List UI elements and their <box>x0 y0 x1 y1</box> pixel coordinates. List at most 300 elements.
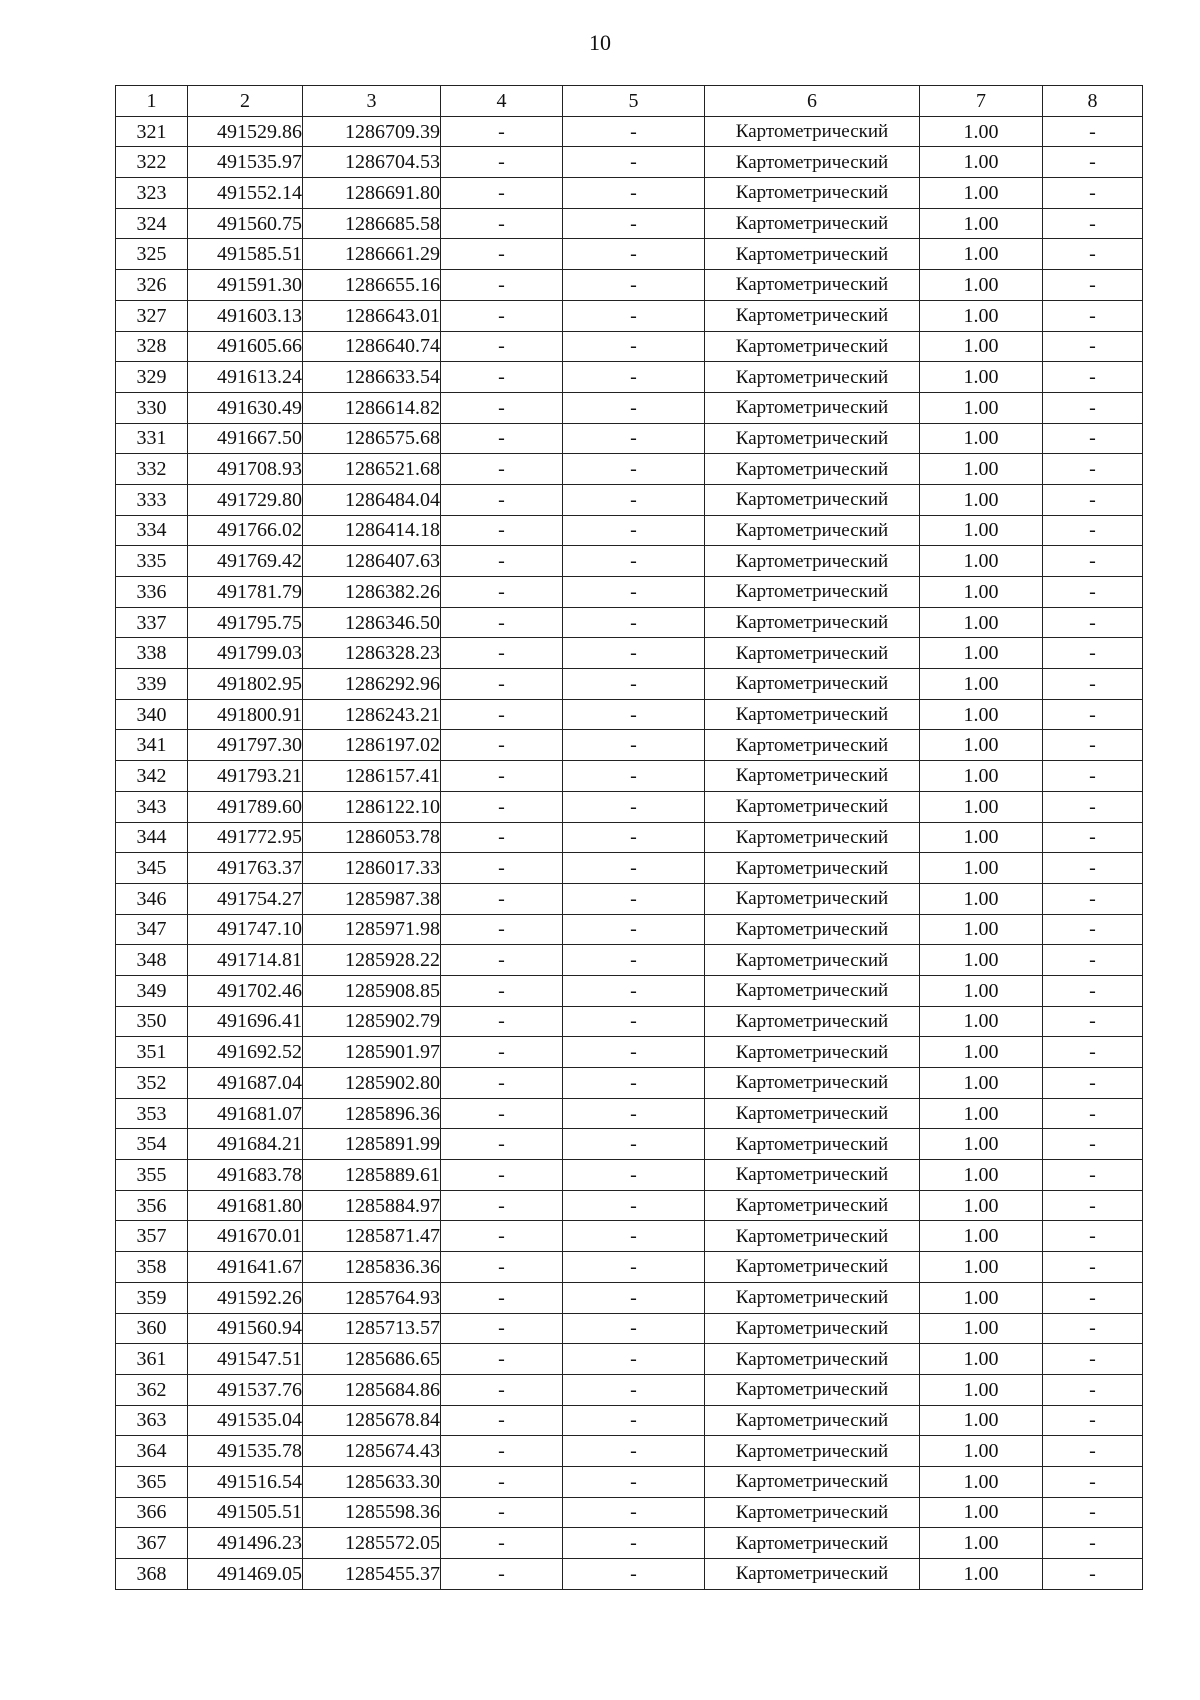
column-4-cell: - <box>441 1436 563 1467</box>
column-8-cell: - <box>1043 1436 1143 1467</box>
column-5-cell: - <box>563 914 705 945</box>
accuracy-cell: 1.00 <box>920 116 1043 147</box>
column-4-cell: - <box>441 178 563 209</box>
column-4-cell: - <box>441 423 563 454</box>
y-coordinate-cell: 1286484.04 <box>303 484 441 515</box>
method-cell: Картометрический <box>705 577 920 608</box>
y-coordinate-cell: 1286685.58 <box>303 208 441 239</box>
accuracy-cell: 1.00 <box>920 1006 1043 1037</box>
accuracy-cell: 1.00 <box>920 1282 1043 1313</box>
y-coordinate-cell: 1285674.43 <box>303 1436 441 1467</box>
method-cell: Картометрический <box>705 975 920 1006</box>
column-5-cell: - <box>563 1221 705 1252</box>
column-4-cell: - <box>441 607 563 638</box>
column-4-cell: - <box>441 1497 563 1528</box>
x-coordinate-cell: 491591.30 <box>188 270 303 301</box>
accuracy-cell: 1.00 <box>920 270 1043 301</box>
point-number-cell: 337 <box>116 607 188 638</box>
method-cell: Картометрический <box>705 1436 920 1467</box>
accuracy-cell: 1.00 <box>920 362 1043 393</box>
column-8-cell: - <box>1043 1528 1143 1559</box>
point-number-cell: 351 <box>116 1037 188 1068</box>
column-8-cell: - <box>1043 1313 1143 1344</box>
table-row <box>116 1528 1143 1559</box>
method-cell: Картометрический <box>705 1374 920 1405</box>
column-8-cell: - <box>1043 484 1143 515</box>
column-5-cell: - <box>563 1344 705 1375</box>
y-coordinate-cell: 1286640.74 <box>303 331 441 362</box>
table-row <box>116 699 1143 730</box>
y-coordinate-cell: 1286292.96 <box>303 669 441 700</box>
x-coordinate-cell: 491605.66 <box>188 331 303 362</box>
column-5-cell: - <box>563 1436 705 1467</box>
accuracy-cell: 1.00 <box>920 669 1043 700</box>
column-4-cell: - <box>441 1344 563 1375</box>
column-4-cell: - <box>441 730 563 761</box>
column-4-cell: - <box>441 975 563 1006</box>
column-8-cell: - <box>1043 1129 1143 1160</box>
column-4-cell: - <box>441 945 563 976</box>
point-number-cell: 322 <box>116 147 188 178</box>
point-number-cell: 334 <box>116 515 188 546</box>
table-row <box>116 1221 1143 1252</box>
column-8-cell: - <box>1043 515 1143 546</box>
point-number-cell: 324 <box>116 208 188 239</box>
column-4-cell: - <box>441 208 563 239</box>
x-coordinate-cell: 491529.86 <box>188 116 303 147</box>
table-row <box>116 300 1143 331</box>
y-coordinate-cell: 1285987.38 <box>303 883 441 914</box>
column-4-cell: - <box>441 638 563 669</box>
y-coordinate-cell: 1285902.79 <box>303 1006 441 1037</box>
table-row <box>116 1436 1143 1467</box>
table-row <box>116 454 1143 485</box>
x-coordinate-cell: 491766.02 <box>188 515 303 546</box>
accuracy-cell: 1.00 <box>920 1528 1043 1559</box>
column-5-cell: - <box>563 975 705 1006</box>
column-4-cell: - <box>441 270 563 301</box>
column-4-cell: - <box>441 331 563 362</box>
column-5-cell: - <box>563 761 705 792</box>
point-number-cell: 360 <box>116 1313 188 1344</box>
method-cell: Картометрический <box>705 484 920 515</box>
column-8-cell: - <box>1043 761 1143 792</box>
method-cell: Картометрический <box>705 300 920 331</box>
y-coordinate-cell: 1285713.57 <box>303 1313 441 1344</box>
column-4-cell: - <box>441 515 563 546</box>
table-row <box>116 883 1143 914</box>
column-5-cell: - <box>563 822 705 853</box>
column-4-cell: - <box>441 791 563 822</box>
x-coordinate-cell: 491769.42 <box>188 546 303 577</box>
table-row <box>116 392 1143 423</box>
accuracy-cell: 1.00 <box>920 638 1043 669</box>
y-coordinate-cell: 1285678.84 <box>303 1405 441 1436</box>
column-4-cell: - <box>441 1252 563 1283</box>
column-4-cell: - <box>441 1374 563 1405</box>
y-coordinate-cell: 1286704.53 <box>303 147 441 178</box>
accuracy-cell: 1.00 <box>920 147 1043 178</box>
table-row <box>116 1037 1143 1068</box>
method-cell: Картометрический <box>705 1190 920 1221</box>
x-coordinate-cell: 491789.60 <box>188 791 303 822</box>
method-cell: Картометрический <box>705 1037 920 1068</box>
column-8-cell: - <box>1043 208 1143 239</box>
point-number-cell: 325 <box>116 239 188 270</box>
accuracy-cell: 1.00 <box>920 1559 1043 1590</box>
y-coordinate-cell: 1286328.23 <box>303 638 441 669</box>
x-coordinate-cell: 491702.46 <box>188 975 303 1006</box>
x-coordinate-cell: 491800.91 <box>188 699 303 730</box>
column-5-cell: - <box>563 699 705 730</box>
header-cell: 7 <box>920 86 1043 117</box>
x-coordinate-cell: 491763.37 <box>188 853 303 884</box>
column-4-cell: - <box>441 1466 563 1497</box>
y-coordinate-cell: 1286157.41 <box>303 761 441 792</box>
column-5-cell: - <box>563 116 705 147</box>
accuracy-cell: 1.00 <box>920 914 1043 945</box>
x-coordinate-cell: 491547.51 <box>188 1344 303 1375</box>
point-number-cell: 361 <box>116 1344 188 1375</box>
x-coordinate-cell: 491592.26 <box>188 1282 303 1313</box>
column-4-cell: - <box>441 116 563 147</box>
column-4-cell: - <box>441 914 563 945</box>
column-5-cell: - <box>563 638 705 669</box>
point-number-cell: 367 <box>116 1528 188 1559</box>
column-5-cell: - <box>563 1037 705 1068</box>
method-cell: Картометрический <box>705 270 920 301</box>
point-number-cell: 368 <box>116 1559 188 1590</box>
column-8-cell: - <box>1043 669 1143 700</box>
column-5-cell: - <box>563 147 705 178</box>
x-coordinate-cell: 491692.52 <box>188 1037 303 1068</box>
x-coordinate-cell: 491799.03 <box>188 638 303 669</box>
column-8-cell: - <box>1043 239 1143 270</box>
accuracy-cell: 1.00 <box>920 975 1043 1006</box>
x-coordinate-cell: 491603.13 <box>188 300 303 331</box>
y-coordinate-cell: 1286655.16 <box>303 270 441 301</box>
table-row <box>116 331 1143 362</box>
header-cell: 2 <box>188 86 303 117</box>
x-coordinate-cell: 491469.05 <box>188 1559 303 1590</box>
method-cell: Картометрический <box>705 1221 920 1252</box>
table-row <box>116 761 1143 792</box>
y-coordinate-cell: 1286243.21 <box>303 699 441 730</box>
column-5-cell: - <box>563 423 705 454</box>
y-coordinate-cell: 1286017.33 <box>303 853 441 884</box>
column-8-cell: - <box>1043 1282 1143 1313</box>
y-coordinate-cell: 1285572.05 <box>303 1528 441 1559</box>
point-number-cell: 347 <box>116 914 188 945</box>
accuracy-cell: 1.00 <box>920 454 1043 485</box>
y-coordinate-cell: 1286709.39 <box>303 116 441 147</box>
column-8-cell: - <box>1043 116 1143 147</box>
column-8-cell: - <box>1043 730 1143 761</box>
table-row <box>116 147 1143 178</box>
x-coordinate-cell: 491552.14 <box>188 178 303 209</box>
column-8-cell: - <box>1043 822 1143 853</box>
header-cell: 4 <box>441 86 563 117</box>
point-number-cell: 342 <box>116 761 188 792</box>
column-5-cell: - <box>563 1497 705 1528</box>
column-5-cell: - <box>563 1405 705 1436</box>
point-number-cell: 359 <box>116 1282 188 1313</box>
method-cell: Картометрический <box>705 883 920 914</box>
accuracy-cell: 1.00 <box>920 1068 1043 1099</box>
column-5-cell: - <box>563 362 705 393</box>
column-8-cell: - <box>1043 546 1143 577</box>
method-cell: Картометрический <box>705 362 920 393</box>
table-row <box>116 730 1143 761</box>
accuracy-cell: 1.00 <box>920 1497 1043 1528</box>
column-8-cell: - <box>1043 1068 1143 1099</box>
x-coordinate-cell: 491754.27 <box>188 883 303 914</box>
column-8-cell: - <box>1043 147 1143 178</box>
table-row <box>116 546 1143 577</box>
accuracy-cell: 1.00 <box>920 791 1043 822</box>
point-number-cell: 333 <box>116 484 188 515</box>
table-row <box>116 515 1143 546</box>
column-4-cell: - <box>441 1221 563 1252</box>
column-4-cell: - <box>441 1559 563 1590</box>
point-number-cell: 363 <box>116 1405 188 1436</box>
table-row <box>116 975 1143 1006</box>
point-number-cell: 341 <box>116 730 188 761</box>
y-coordinate-cell: 1286643.01 <box>303 300 441 331</box>
method-cell: Картометрический <box>705 1252 920 1283</box>
column-4-cell: - <box>441 761 563 792</box>
point-number-cell: 345 <box>116 853 188 884</box>
method-cell: Картометрический <box>705 1098 920 1129</box>
x-coordinate-cell: 491535.97 <box>188 147 303 178</box>
column-8-cell: - <box>1043 1405 1143 1436</box>
column-5-cell: - <box>563 392 705 423</box>
point-number-cell: 353 <box>116 1098 188 1129</box>
table-body <box>116 116 1143 1589</box>
column-8-cell: - <box>1043 883 1143 914</box>
x-coordinate-cell: 491560.94 <box>188 1313 303 1344</box>
column-4-cell: - <box>441 1098 563 1129</box>
y-coordinate-cell: 1285764.93 <box>303 1282 441 1313</box>
column-4-cell: - <box>441 1129 563 1160</box>
column-8-cell: - <box>1043 607 1143 638</box>
table-row <box>116 1006 1143 1037</box>
table-row <box>116 239 1143 270</box>
column-4-cell: - <box>441 484 563 515</box>
column-4-cell: - <box>441 699 563 730</box>
method-cell: Картометрический <box>705 1497 920 1528</box>
column-5-cell: - <box>563 791 705 822</box>
method-cell: Картометрический <box>705 454 920 485</box>
point-number-cell: 354 <box>116 1129 188 1160</box>
column-8-cell: - <box>1043 423 1143 454</box>
y-coordinate-cell: 1285684.86 <box>303 1374 441 1405</box>
column-4-cell: - <box>441 853 563 884</box>
y-coordinate-cell: 1285908.85 <box>303 975 441 1006</box>
column-8-cell: - <box>1043 945 1143 976</box>
accuracy-cell: 1.00 <box>920 577 1043 608</box>
method-cell: Картометрический <box>705 669 920 700</box>
coordinates-table <box>115 85 1143 1590</box>
column-5-cell: - <box>563 178 705 209</box>
x-coordinate-cell: 491696.41 <box>188 1006 303 1037</box>
y-coordinate-cell: 1285891.99 <box>303 1129 441 1160</box>
column-8-cell: - <box>1043 699 1143 730</box>
point-number-cell: 340 <box>116 699 188 730</box>
table-row <box>116 1282 1143 1313</box>
column-5-cell: - <box>563 1559 705 1590</box>
method-cell: Картометрический <box>705 1068 920 1099</box>
accuracy-cell: 1.00 <box>920 1466 1043 1497</box>
y-coordinate-cell: 1286691.80 <box>303 178 441 209</box>
y-coordinate-cell: 1285928.22 <box>303 945 441 976</box>
table-row <box>116 669 1143 700</box>
accuracy-cell: 1.00 <box>920 546 1043 577</box>
method-cell: Картометрический <box>705 546 920 577</box>
column-4-cell: - <box>441 362 563 393</box>
accuracy-cell: 1.00 <box>920 945 1043 976</box>
point-number-cell: 362 <box>116 1374 188 1405</box>
column-4-cell: - <box>441 1068 563 1099</box>
method-cell: Картометрический <box>705 1129 920 1160</box>
method-cell: Картометрический <box>705 1344 920 1375</box>
column-5-cell: - <box>563 853 705 884</box>
column-8-cell: - <box>1043 392 1143 423</box>
y-coordinate-cell: 1285455.37 <box>303 1559 441 1590</box>
x-coordinate-cell: 491630.49 <box>188 392 303 423</box>
point-number-cell: 358 <box>116 1252 188 1283</box>
point-number-cell: 327 <box>116 300 188 331</box>
column-5-cell: - <box>563 300 705 331</box>
point-number-cell: 323 <box>116 178 188 209</box>
y-coordinate-cell: 1286414.18 <box>303 515 441 546</box>
column-5-cell: - <box>563 1129 705 1160</box>
column-5-cell: - <box>563 454 705 485</box>
header-cell: 8 <box>1043 86 1143 117</box>
accuracy-cell: 1.00 <box>920 300 1043 331</box>
y-coordinate-cell: 1286407.63 <box>303 546 441 577</box>
x-coordinate-cell: 491795.75 <box>188 607 303 638</box>
x-coordinate-cell: 491670.01 <box>188 1221 303 1252</box>
method-cell: Картометрический <box>705 116 920 147</box>
y-coordinate-cell: 1286382.26 <box>303 577 441 608</box>
method-cell: Картометрический <box>705 392 920 423</box>
method-cell: Картометрический <box>705 423 920 454</box>
table-row <box>116 1405 1143 1436</box>
x-coordinate-cell: 491537.76 <box>188 1374 303 1405</box>
column-5-cell: - <box>563 607 705 638</box>
column-8-cell: - <box>1043 331 1143 362</box>
column-8-cell: - <box>1043 1098 1143 1129</box>
column-4-cell: - <box>441 883 563 914</box>
y-coordinate-cell: 1285871.47 <box>303 1221 441 1252</box>
accuracy-cell: 1.00 <box>920 1037 1043 1068</box>
point-number-cell: 355 <box>116 1160 188 1191</box>
accuracy-cell: 1.00 <box>920 1221 1043 1252</box>
point-number-cell: 338 <box>116 638 188 669</box>
point-number-cell: 344 <box>116 822 188 853</box>
accuracy-cell: 1.00 <box>920 423 1043 454</box>
x-coordinate-cell: 491772.95 <box>188 822 303 853</box>
x-coordinate-cell: 491641.67 <box>188 1252 303 1283</box>
table-row <box>116 853 1143 884</box>
column-4-cell: - <box>441 1313 563 1344</box>
column-5-cell: - <box>563 270 705 301</box>
column-4-cell: - <box>441 454 563 485</box>
column-4-cell: - <box>441 300 563 331</box>
y-coordinate-cell: 1285902.80 <box>303 1068 441 1099</box>
method-cell: Картометрический <box>705 1559 920 1590</box>
table-row <box>116 638 1143 669</box>
table-row <box>116 116 1143 147</box>
column-8-cell: - <box>1043 1374 1143 1405</box>
column-5-cell: - <box>563 1160 705 1191</box>
y-coordinate-cell: 1286614.82 <box>303 392 441 423</box>
column-4-cell: - <box>441 392 563 423</box>
column-8-cell: - <box>1043 914 1143 945</box>
table-row <box>116 1160 1143 1191</box>
column-4-cell: - <box>441 669 563 700</box>
table-row <box>116 1344 1143 1375</box>
method-cell: Картометрический <box>705 914 920 945</box>
y-coordinate-cell: 1286633.54 <box>303 362 441 393</box>
column-8-cell: - <box>1043 638 1143 669</box>
column-8-cell: - <box>1043 1252 1143 1283</box>
point-number-cell: 330 <box>116 392 188 423</box>
header-cell: 3 <box>303 86 441 117</box>
point-number-cell: 348 <box>116 945 188 976</box>
accuracy-cell: 1.00 <box>920 1252 1043 1283</box>
table-row <box>116 914 1143 945</box>
point-number-cell: 365 <box>116 1466 188 1497</box>
method-cell: Картометрический <box>705 239 920 270</box>
table-row <box>116 1559 1143 1590</box>
table-row <box>116 1190 1143 1221</box>
header-cell: 6 <box>705 86 920 117</box>
table-row <box>116 1098 1143 1129</box>
column-4-cell: - <box>441 546 563 577</box>
column-5-cell: - <box>563 730 705 761</box>
table-row <box>116 1374 1143 1405</box>
y-coordinate-cell: 1285889.61 <box>303 1160 441 1191</box>
x-coordinate-cell: 491797.30 <box>188 730 303 761</box>
method-cell: Картометрический <box>705 1282 920 1313</box>
y-coordinate-cell: 1286122.10 <box>303 791 441 822</box>
accuracy-cell: 1.00 <box>920 392 1043 423</box>
column-4-cell: - <box>441 239 563 270</box>
x-coordinate-cell: 491560.75 <box>188 208 303 239</box>
column-5-cell: - <box>563 883 705 914</box>
accuracy-cell: 1.00 <box>920 239 1043 270</box>
table-row <box>116 577 1143 608</box>
y-coordinate-cell: 1286521.68 <box>303 454 441 485</box>
point-number-cell: 329 <box>116 362 188 393</box>
point-number-cell: 346 <box>116 883 188 914</box>
column-4-cell: - <box>441 147 563 178</box>
accuracy-cell: 1.00 <box>920 761 1043 792</box>
accuracy-cell: 1.00 <box>920 1129 1043 1160</box>
column-8-cell: - <box>1043 1344 1143 1375</box>
table-row <box>116 270 1143 301</box>
column-5-cell: - <box>563 331 705 362</box>
column-5-cell: - <box>563 669 705 700</box>
x-coordinate-cell: 491496.23 <box>188 1528 303 1559</box>
point-number-cell: 343 <box>116 791 188 822</box>
method-cell: Картометрический <box>705 730 920 761</box>
point-number-cell: 366 <box>116 1497 188 1528</box>
accuracy-cell: 1.00 <box>920 484 1043 515</box>
accuracy-cell: 1.00 <box>920 1313 1043 1344</box>
